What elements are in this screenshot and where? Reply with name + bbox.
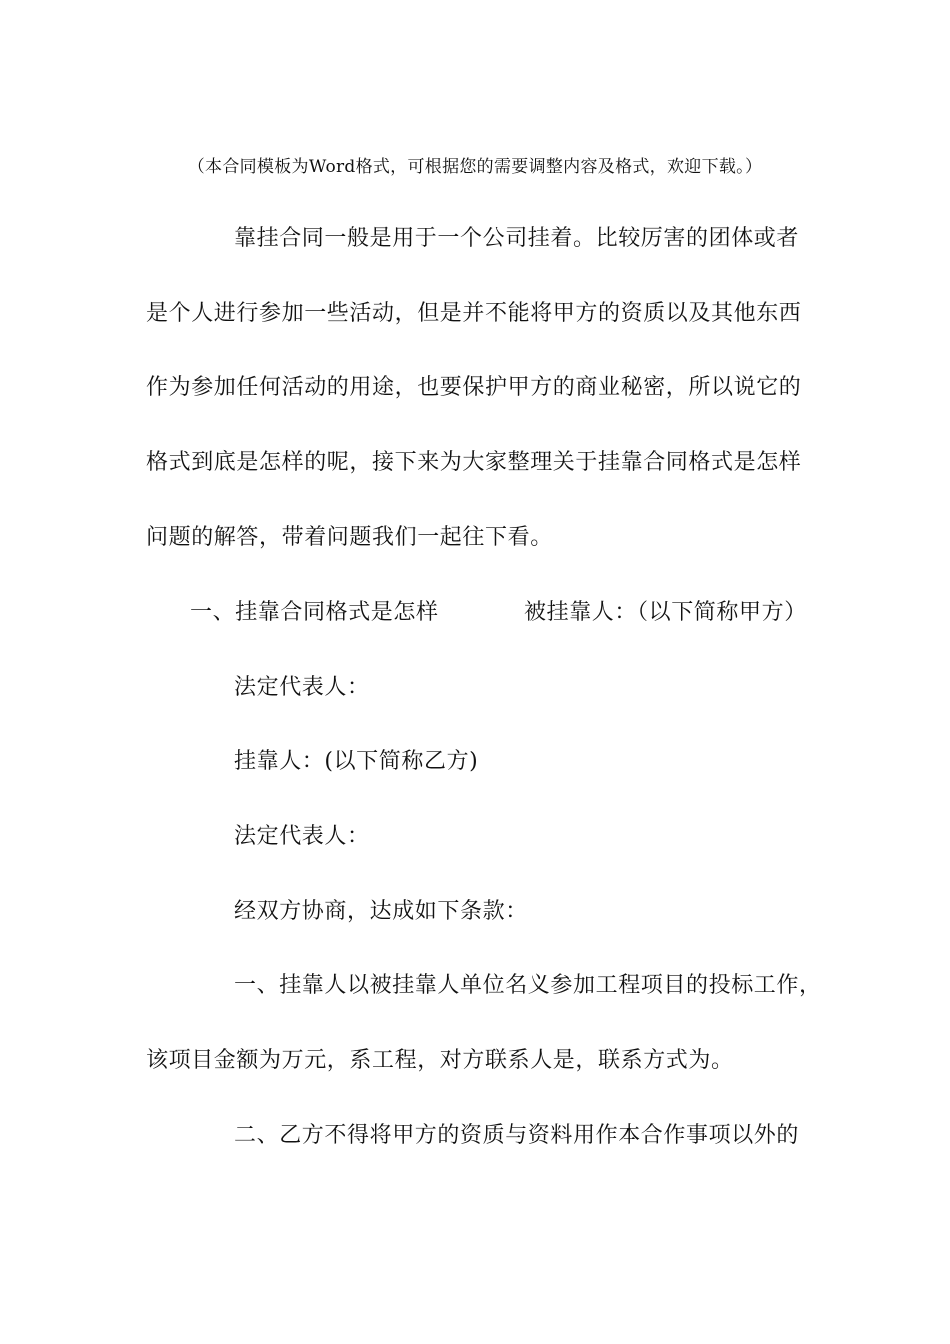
- party-b-label: 挂靠人：(以下简称乙方): [234, 749, 479, 774]
- party-a-label: 被挂靠人：（以下简称甲方）: [524, 600, 807, 625]
- intro-line-4: 格式到底是怎样的呢，接下来为大家整理关于挂靠合同格式是怎样: [146, 450, 802, 475]
- clause-2-line-1: 二、乙方不得将甲方的资质与资料用作本合作事项以外的: [234, 1123, 800, 1148]
- clause-1-line-1: 一、挂靠人以被挂靠人单位名义参加工程项目的投标工作，: [234, 973, 822, 998]
- template-note: （本合同模板为Word格式，可根据您的需要调整内容及格式，欢迎下载。）: [187, 157, 763, 177]
- legal-rep-label-2: 法定代表人：: [234, 824, 370, 849]
- intro-line-1: 靠挂合同一般是用于一个公司挂着。比较厉害的团体或者: [234, 226, 800, 251]
- clause-1-line-2: 该项目金额为万元，系工程，对方联系人是，联系方式为。: [146, 1048, 734, 1073]
- intro-line-3: 作为参加任何活动的用途，也要保护甲方的商业秘密，所以说它的: [146, 375, 802, 400]
- legal-rep-label-1: 法定代表人：: [234, 675, 370, 700]
- intro-line-2: 是个人进行参加一些活动，但是并不能将甲方的资质以及其他东西: [146, 301, 802, 326]
- intro-line-5: 问题的解答，带着问题我们一起往下看。: [146, 525, 553, 550]
- section-heading-1: 一、挂靠合同格式是怎样: [190, 600, 439, 625]
- agreement-intro: 经双方协商，达成如下条款：: [234, 899, 528, 924]
